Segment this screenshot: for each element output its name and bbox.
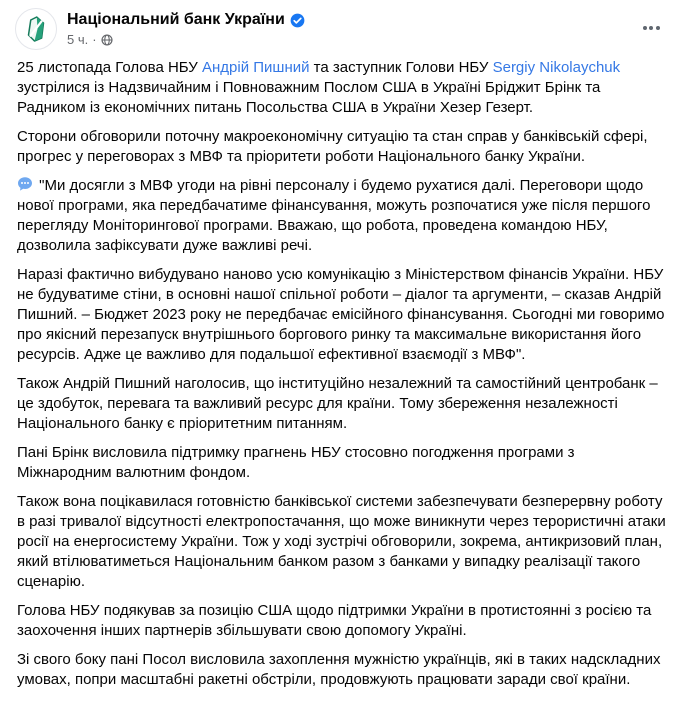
post-paragraph [17,650,666,690]
mention-link[interactable]: Sergiy Nikolaychuk [492,59,621,76]
meta-separator: · [92,32,97,47]
post-paragraph [17,176,666,256]
paragraph-text: Зі свого боку пані Посол висловила захоплення мужністю українців, які в таких надскладних умовах, попри масштабні ракетні обстріли, продовжують працювати заради свої країни. [17,651,661,688]
timestamp-link[interactable]: 5 ч. [67,32,89,47]
paragraph-text: Також Андрій Пишний наголосив, що інституційно незалежний та самостійний центробанк – це здобуток, перевага та важливий ресурс для країни. Тому збереження незалежності Національного банку є пріоритетним питанням. [17,375,658,432]
paragraph-text: 25 листопада Голова НБУ [17,59,202,76]
name-row [67,10,633,30]
paragraph-text: та заступник Голови НБУ [309,59,493,76]
header-meta [67,8,633,48]
paragraph-text: Пані Брінк висловила підтримку прагнень НБУ стосовно погодження програми з Міжнародним валютним фондом. [17,444,575,481]
post-paragraph [17,492,666,592]
post-paragraph [17,127,666,167]
post-options-button[interactable] [633,10,669,46]
paragraph-text: зустрілися із Надзвичайним і Повноважним Послом США в Україні Бріджит Брінк та Радником із економічних питань Посольства США в України Хезер Гезерт. [17,79,601,116]
post-meta-row [67,32,633,48]
post-paragraph [17,374,666,434]
verified-badge-icon [290,13,305,28]
paragraph-text: Голова НБУ подякував за позицію США щодо підтримки України в протистоянні з росією та заохочення інших партнерів збільшувати свою допомогу Україні. [17,602,652,639]
public-globe-icon [101,34,113,46]
paragraph-text: Також вона поцікавилася готовністю банківської системи забезпечувати безперервну роботу в разі тривалої відсутності електропостачання, що може виникнути через терористичні атаки росії на енергосистему України. Тож у ході зустрічі обговорили, зокрема, антикризовий план, який втілюватиметься Національним банком разом з банками у випадку реалізації такого сценарію. [17,493,666,590]
ellipsis-dot [649,26,653,30]
post-paragraph [17,265,666,365]
post-text [0,54,683,700]
page-name-link[interactable]: Національний банк України [67,11,285,28]
page-avatar[interactable] [15,8,57,50]
speech-balloon-icon [17,176,33,192]
post-paragraph [17,443,666,483]
ellipsis-dot [643,26,647,30]
ellipsis-dot [656,26,660,30]
paragraph-text: "Ми досягли з МВФ угоди на рівні персоналу і будемо рухатися далі. Переговори щодо нової програми, яка передбачатиме фінансування, можуть розпочатися уже після першого перегляду Моніторингової програми. Вважаю, що робота, проведена командою НБУ, дозволила зафіксувати дуже важливі речі. [17,177,651,254]
post-paragraph [17,58,666,118]
mention-link[interactable]: Андрій Пишний [202,59,310,76]
paragraph-text: Наразі фактично вибудувано наново усю комунікацію з Міністерством фінансів України. НБУ не будуватиме стіни, в основні нашої спільної роботи – діалог та аргументи, – сказав Андрій Пишний. – Бюджет 2023 року не передбачає емісійного фінансування. Сьогодні ми говоримо про якісний перезапуск внутрішнього боргового ринку та максимальне використання його ресурсів. Адже це важливо для подальшої ефективної взаємодії з МВФ". [17,266,665,363]
paragraph-text: Сторони обговорили поточну макроекономічну ситуацію та стан справ у банківській сфері, прогрес у переговорах з МВФ та пріоритети роботи Національного банку України. [17,128,648,165]
nbu-logo-icon [21,14,51,44]
post-header [0,0,683,54]
post-paragraph [17,601,666,641]
